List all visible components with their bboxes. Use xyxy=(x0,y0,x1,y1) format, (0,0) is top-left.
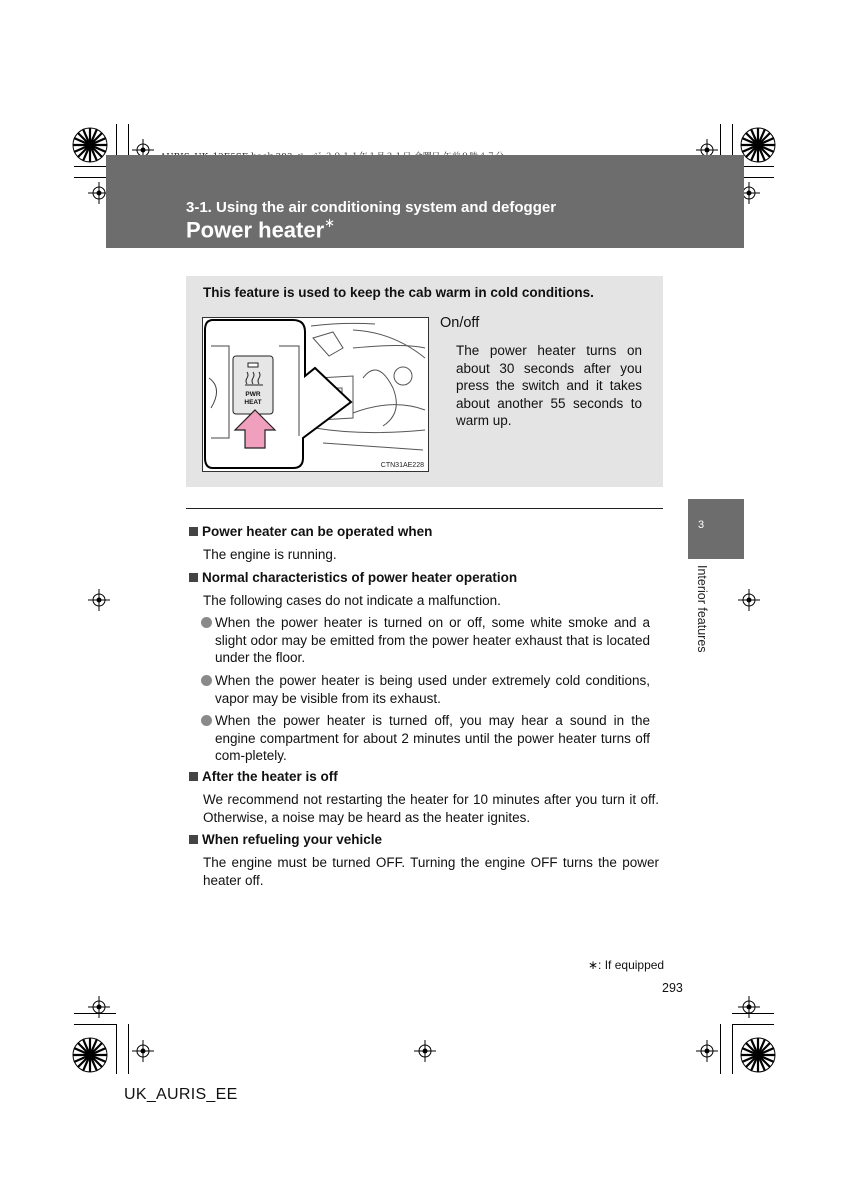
section-heading-text: Normal characteristics of power heater operation xyxy=(202,570,518,585)
power-heater-switch-illustration xyxy=(202,317,429,472)
header-band xyxy=(106,155,744,248)
round-bullet-icon xyxy=(201,715,212,726)
round-bullet-icon xyxy=(201,617,212,628)
bullet-text: When the power heater is turned off, you may hear a sound in the engine compartment for about 2 minutes until the power heater turns off com-pletely. xyxy=(215,713,650,763)
crosshair-mark-icon xyxy=(88,996,110,1018)
bullet-item xyxy=(201,672,650,707)
onoff-title: On/off xyxy=(440,315,480,331)
section-heading-text: Power heater can be operated when xyxy=(202,524,433,539)
square-bullet-icon xyxy=(189,772,198,781)
section-text: The following cases do not indicate a malfunction. xyxy=(203,593,501,608)
crosshair-mark-icon xyxy=(738,996,760,1018)
crosshair-mark-icon xyxy=(88,589,110,611)
registration-sunburst-icon xyxy=(72,1037,108,1073)
dashboard-illustration xyxy=(203,318,428,471)
section-heading xyxy=(189,570,517,585)
round-bullet-icon xyxy=(201,675,212,686)
registration-sunburst-icon xyxy=(740,1037,776,1073)
chapter-number: 3 xyxy=(698,519,705,531)
page-title xyxy=(186,217,335,243)
section-heading-text: When refueling your vehicle xyxy=(202,832,383,847)
section-title: 3-1. Using the air conditioning system and defogger xyxy=(186,199,557,216)
section-text: The engine must be turned OFF. Turning the engine OFF turns the power heater off. xyxy=(203,855,659,888)
switch-label-heat: HEAT xyxy=(244,399,262,406)
registration-sunburst-icon xyxy=(72,127,108,163)
onoff-description: The power heater turns on about 30 seconds after you press the switch and it takes about another 55 seconds to warm up. xyxy=(456,343,642,428)
switch-label-pwr: PWR xyxy=(245,391,261,398)
section-heading xyxy=(189,769,338,784)
section-heading xyxy=(189,832,382,847)
footnote: ∗: If equipped xyxy=(588,958,665,972)
bullet-text: When the power heater is being used under extremely cold conditions, vapor may be visible from its exhaust. xyxy=(215,673,650,706)
bullet-item xyxy=(201,614,650,667)
bullet-item xyxy=(201,712,650,765)
document-code: UK_AURIS_EE xyxy=(124,1086,238,1103)
square-bullet-icon xyxy=(189,527,198,536)
section-text: We recommend not restarting the heater for 10 minutes after you turn it off. Otherwise, a noise may be heard as the heater ignites. xyxy=(203,792,659,825)
section-heading-text: After the heater is off xyxy=(202,769,338,784)
square-bullet-icon xyxy=(189,573,198,582)
bullet-text: When the power heater is turned on or off, some white smoke and a slight odor may be emitted from the power heater exhaust that is located under the floor. xyxy=(215,615,650,665)
crosshair-mark-icon xyxy=(738,589,760,611)
info-box xyxy=(186,276,663,487)
divider xyxy=(186,508,663,509)
crosshair-mark-icon xyxy=(414,1040,436,1062)
registration-sunburst-icon xyxy=(740,127,776,163)
section-heading xyxy=(189,524,432,539)
crosshair-mark-icon xyxy=(132,1040,154,1062)
crosshair-mark-icon xyxy=(696,1040,718,1062)
chapter-label: Interior features xyxy=(695,565,709,653)
illustration-code: CTN31AE228 xyxy=(380,462,424,469)
info-lead: This feature is used to keep the cab warm in cold conditions. xyxy=(203,285,594,300)
section-text: The engine is running. xyxy=(203,547,337,562)
page-title-text: Power heater xyxy=(186,217,325,243)
square-bullet-icon xyxy=(189,835,198,844)
page-number: 293 xyxy=(662,981,683,995)
chapter-tab xyxy=(688,499,744,559)
if-equipped-mark: ∗ xyxy=(324,215,336,230)
